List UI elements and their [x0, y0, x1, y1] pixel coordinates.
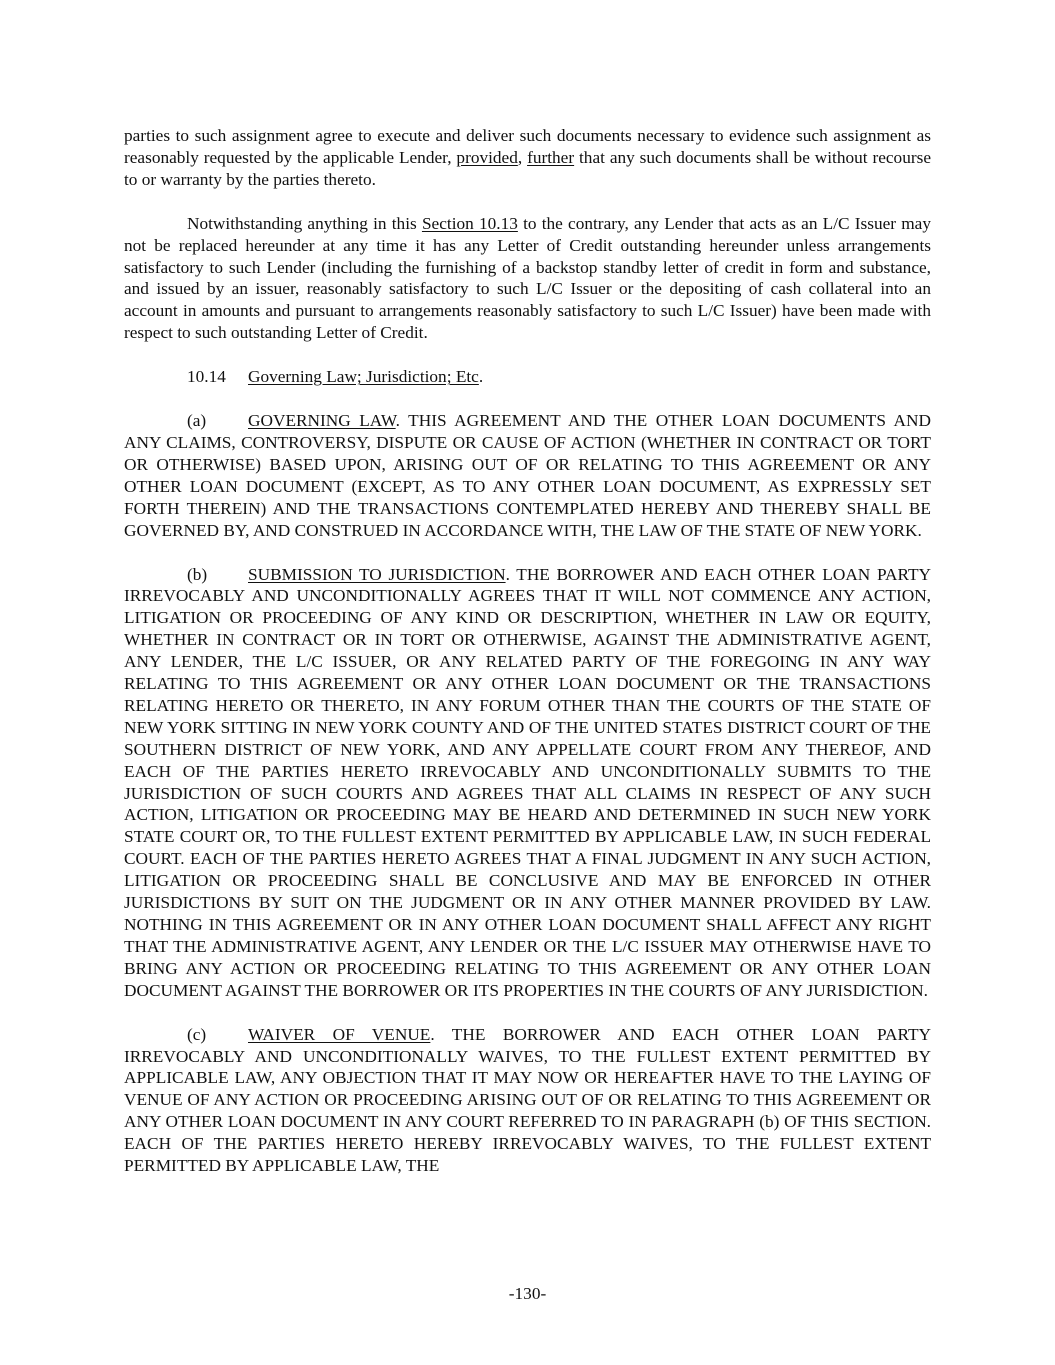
paragraph-b [124, 564, 931, 1002]
paragraph-b-text: . THE BORROWER AND EACH OTHER LOAN PARTY IRREVOCABLY AND UNCONDITIONALLY AGREES THAT IT WILL NOT COMMENCE ANY ACTION, LITIGATION OR PROCEEDING OF ANY KIND OR DESCRIPTION, WHETHER IN LAW OR EQUITY, WHETHER IN CONTRACT OR IN TORT OR OTHERWISE, AGAINST THE ADMINISTRATIVE AGENT, ANY LENDER, THE L/C ISSUER, OR ANY RELATED PARTY OF THE FOREGOING IN ANY WAY RELATING TO THIS AGREEMENT OR ANY OTHER LOAN DOCUMENT OR THE TRANSACTIONS RELATING HERETO OR THERETO, IN ANY FORUM OTHER THAN THE COURTS OF THE STATE OF NEW YORK SITTING IN NEW YORK COUNTY AND OF THE UNITED STATES DISTRICT COURT OF THE SOUTHERN DISTRICT OF NEW YORK, AND ANY APPELLATE COURT FROM ANY THEREOF, AND EACH OF THE PARTIES HERETO IRREVOCABLY AND UNCONDITIONALLY SUBMITS TO THE JURISDICTION OF SUCH COURTS AND AGREES THAT ALL CLAIMS IN RESPECT OF ANY SUCH ACTION, LITIGATION OR PROCEEDING MAY BE HEARD AND DETERMINED IN SUCH NEW YORK STATE COURT OR, TO THE FULLEST EXTENT PERMITTED BY APPLICABLE LAW, IN SUCH FEDERAL COURT. EACH OF THE PARTIES HERETO AGREES THAT A FINAL JUDGMENT IN ANY SUCH ACTION, LITIGATION OR PROCEEDING SHALL BE CONCLUSIVE AND MAY BE ENFORCED IN OTHER JURISDICTIONS BY SUIT ON THE JUDGMENT OR IN ANY OTHER MANNER PROVIDED BY LAW. NOTHING IN THIS AGREEMENT OR IN ANY OTHER LOAN DOCUMENT SHALL AFFECT ANY RIGHT THAT THE ADMINISTRATIVE AGENT, ANY LENDER OR THE L/C ISSUER MAY OTHERWISE HAVE TO BRING ANY ACTION OR PROCEEDING RELATING TO THIS AGREEMENT OR ANY OTHER LOAN DOCUMENT AGAINST THE BORROWER OR ITS PROPERTIES IN THE COURTS OF ANY JURISDICTION. [124, 564, 931, 1000]
paragraph-c-label: (c) [187, 1024, 207, 1044]
notwithstanding-paragraph [124, 213, 931, 344]
further-term: further [527, 147, 575, 167]
carryover-comma: , [517, 147, 528, 167]
paragraph-a-title: GOVERNING LAW [248, 411, 396, 431]
document-page [124, 125, 931, 1177]
section-10-13-reference: Section 10.13 [421, 213, 518, 233]
provided-term: provided [456, 147, 518, 167]
paragraph-c-text: . THE BORROWER AND EACH OTHER LOAN PARTY IRREVOCABLY AND UNCONDITIONALLY WAIVES, TO THE FULLEST EXTENT PERMITTED BY APPLICABLE LAW, ANY OBJECTION THAT IT MAY NOW OR HEREAFTER HAVE TO THE LAYING OF VENUE OF ANY ACTION OR PROCEEDING ARISING OUT OF OR RELATING TO THIS AGREEMENT OR ANY OTHER LOAN DOCUMENT IN ANY COURT REFERRED TO IN PARAGRAPH (b) OF THIS SECTION. EACH OF THE PARTIES HERETO HEREBY IRREVOCABLY WAIVES, TO THE FULLEST EXTENT PERMITTED BY APPLICABLE LAW, THE [124, 1024, 931, 1176]
paragraph-b-title: SUBMISSION TO JURISDICTION [248, 564, 506, 584]
notwithstanding-text-1: Notwithstanding anything in this [187, 213, 422, 233]
page-number: -130- [508, 1284, 547, 1303]
carryover-text-2: that any such documents shall be without recourse to or warranty by the parties thereto. [124, 147, 931, 189]
section-title-period: . [478, 367, 484, 387]
paragraph-a [124, 410, 931, 541]
paragraph-b-label: (b) [187, 564, 208, 584]
carryover-text-1: parties to such assignment agree to execute and deliver such documents necessary to evidence such assignment as reasonably requested by the applicable Lender, [124, 126, 931, 167]
section-heading [124, 366, 931, 388]
paragraph-c-title: WAIVER OF VENUE [248, 1024, 431, 1044]
paragraph-a-text: . THIS AGREEMENT AND THE OTHER LOAN DOCUMENTS AND ANY CLAIMS, CONTROVERSY, DISPUTE OR CAUSE OF ACTION (WHETHER IN CONTRACT OR TORT OR OTHERWISE) BASED UPON, ARISING OUT OF OR RELATING TO THIS AGREEMENT OR ANY OTHER LOAN DOCUMENT (EXCEPT, AS TO ANY OTHER LOAN DOCUMENT, AS EXPRESSLY SET FORTH THEREIN) AND THE TRANSACTIONS CONTEMPLATED HEREBY AND THEREBY SHALL BE GOVERNED BY, AND CONSTRUED IN ACCORDANCE WITH, THE LAW OF THE STATE OF NEW YORK. [124, 411, 931, 540]
paragraph-a-label: (a) [187, 411, 207, 431]
section-title: Governing Law; Jurisdiction; Etc [248, 367, 479, 387]
section-number: 10.14 [187, 367, 226, 387]
paragraph-c [124, 1024, 931, 1177]
notwithstanding-text-2: to the contrary, any Lender that acts as an L/C Issuer may not be replaced hereunder at any time it has any Letter of Credit outstanding hereunder unless arrangements satisfactory to such Lender (including the furnishing of a backstop standby letter of credit in form and substance, and issued by an issuer, reasonably satisfactory to such L/C Issuer or the depositing of cash collateral into an account in amounts and pursuant to arrangements reasonably satisfactory to such L/C Issuer) have been made with respect to such outstanding Letter of Credit. [124, 213, 931, 343]
carryover-paragraph [124, 125, 931, 191]
